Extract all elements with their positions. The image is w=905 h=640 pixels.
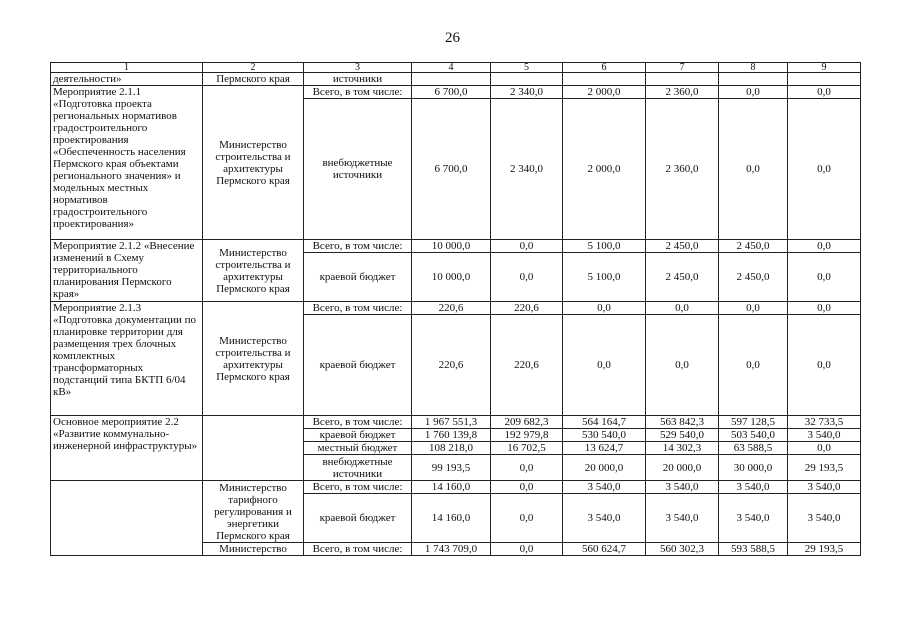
value-cell: 63 588,5 [719,442,788,455]
source-cell: Всего, в том числе: [304,481,412,494]
value-cell: 13 624,7 [563,442,646,455]
source-cell: Всего, в том числе: [304,543,412,556]
value-cell: 530 540,0 [563,429,646,442]
value-cell: 14 160,0 [412,481,491,494]
value-cell: 3 540,0 [646,481,719,494]
value-cell: 220,6 [491,302,563,315]
value-cell: 5 100,0 [563,240,646,253]
column-number: 6 [563,63,646,73]
value-cell: 10 000,0 [412,253,491,302]
value-cell: 0,0 [491,455,563,481]
value-cell: 20 000,0 [563,455,646,481]
table-row [51,416,861,429]
value-cell: 2 450,0 [719,240,788,253]
source-cell: Всего, в том числе: [304,302,412,315]
source-cell: внебюджетные источники [304,99,412,240]
executor-cell: Министерство тарифного регулирования и энергетики Пермского края [203,481,304,543]
value-cell: 1 743 709,0 [412,543,491,556]
value-cell: 2 450,0 [719,253,788,302]
activity-cell: Мероприятие 2.1.1 «Подготовка проекта региональных нормативов градостроительного проектирования «Обеспеченность населения Пермского края объектами регионального значения» и модельных местных нормативов градостроительного проектирования» [51,86,203,240]
value-cell: 0,0 [491,543,563,556]
executor-cell: Министерство строительства и архитектуры Пермского края [203,302,304,416]
executor-cell [203,416,304,481]
value-cell: 2 340,0 [491,86,563,99]
value-cell: 20 000,0 [646,455,719,481]
value-cell: 3 540,0 [788,429,861,442]
source-cell: внебюджетные источники [304,455,412,481]
source-cell: источники [304,73,412,86]
value-cell: 0,0 [491,240,563,253]
value-cell: 220,6 [412,302,491,315]
value-cell: 593 588,5 [719,543,788,556]
source-cell: Всего, в том числе: [304,86,412,99]
value-cell: 0,0 [719,86,788,99]
executor-cell: Министерство [203,543,304,556]
table-row [51,302,861,315]
source-cell: краевой бюджет [304,429,412,442]
value-cell: 16 702,5 [491,442,563,455]
value-cell: 2 000,0 [563,86,646,99]
column-number-row [51,63,861,73]
table-row [51,73,861,86]
value-cell: 32 733,5 [788,416,861,429]
value-cell: 3 540,0 [788,481,861,494]
source-cell: краевой бюджет [304,315,412,416]
source-cell: местный бюджет [304,442,412,455]
value-cell: 2 360,0 [646,99,719,240]
value-cell: 0,0 [788,99,861,240]
value-cell: 29 193,5 [788,543,861,556]
table-row [51,481,861,494]
source-cell: краевой бюджет [304,253,412,302]
source-cell: краевой бюджет [304,494,412,543]
value-cell: 2 450,0 [646,240,719,253]
value-cell: 6 700,0 [412,99,491,240]
budget-table [50,62,861,556]
value-cell: 2 450,0 [646,253,719,302]
activity-cell [51,481,203,556]
value-cell: 108 218,0 [412,442,491,455]
executor-cell: Министерство строительства и архитектуры Пермского края [203,86,304,240]
value-cell: 0,0 [646,315,719,416]
value-cell: 564 164,7 [563,416,646,429]
value-cell: 0,0 [788,315,861,416]
value-cell: 220,6 [491,315,563,416]
value-cell: 209 682,3 [491,416,563,429]
value-cell: 1 760 139,8 [412,429,491,442]
value-cell: 3 540,0 [563,494,646,543]
value-cell: 0,0 [788,86,861,99]
source-cell: Всего, в том числе: [304,416,412,429]
value-cell: 3 540,0 [788,494,861,543]
value-cell: 0,0 [491,481,563,494]
activity-cell: Основное мероприятие 2.2 «Развитие коммунально-инженерной инфраструктуры» [51,416,203,481]
value-cell: 503 540,0 [719,429,788,442]
value-cell: 0,0 [788,302,861,315]
page-number: 26 [445,30,460,46]
value-cell: 0,0 [719,99,788,240]
value-cell: 2 340,0 [491,99,563,240]
executor-cell: Министерство строительства и архитектуры Пермского края [203,240,304,302]
column-number: 2 [203,63,304,73]
value-cell: 99 193,5 [412,455,491,481]
column-number: 7 [646,63,719,73]
column-number: 5 [491,63,563,73]
value-cell: 3 540,0 [719,481,788,494]
value-cell: 560 302,3 [646,543,719,556]
value-cell: 30 000,0 [719,455,788,481]
executor-cell: Пермского края [203,73,304,86]
value-cell: 14 302,3 [646,442,719,455]
value-cell: 10 000,0 [412,240,491,253]
value-cell: 5 100,0 [563,253,646,302]
column-number: 8 [719,63,788,73]
value-cell: 1 967 551,3 [412,416,491,429]
value-cell: 563 842,3 [646,416,719,429]
value-cell: 3 540,0 [563,481,646,494]
value-cell: 3 540,0 [646,494,719,543]
column-number: 9 [788,63,861,73]
table-row [51,240,861,253]
value-cell: 3 540,0 [719,494,788,543]
value-cell: 0,0 [491,494,563,543]
value-cell: 0,0 [646,302,719,315]
value-cell: 29 193,5 [788,455,861,481]
value-cell: 6 700,0 [412,86,491,99]
source-cell: Всего, в том числе: [304,240,412,253]
value-cell: 529 540,0 [646,429,719,442]
value-cell: 2 000,0 [563,99,646,240]
value-cell: 0,0 [491,253,563,302]
value-cell: 0,0 [719,315,788,416]
column-number: 1 [51,63,203,73]
value-cell: 192 979,8 [491,429,563,442]
value-cell: 14 160,0 [412,494,491,543]
value-cell: 0,0 [563,302,646,315]
activity-cell: деятельности» [51,73,203,86]
column-number: 3 [304,63,412,73]
value-cell: 220,6 [412,315,491,416]
value-cell: 0,0 [563,315,646,416]
value-cell: 0,0 [788,253,861,302]
table-row [51,86,861,99]
value-cell: 0,0 [719,302,788,315]
activity-cell: Мероприятие 2.1.3 «Подготовка документации по планировке территории для размещения трех блочных комплектных трансформаторных подстанций типа БКТП 6/04 кВ» [51,302,203,416]
activity-cell: Мероприятие 2.1.2 «Внесение изменений в Схему территориального планирования Пермского края» [51,240,203,302]
value-cell: 597 128,5 [719,416,788,429]
value-cell: 560 624,7 [563,543,646,556]
value-cell: 2 360,0 [646,86,719,99]
value-cell: 0,0 [788,240,861,253]
value-cell: 0,0 [788,442,861,455]
column-number: 4 [412,63,491,73]
